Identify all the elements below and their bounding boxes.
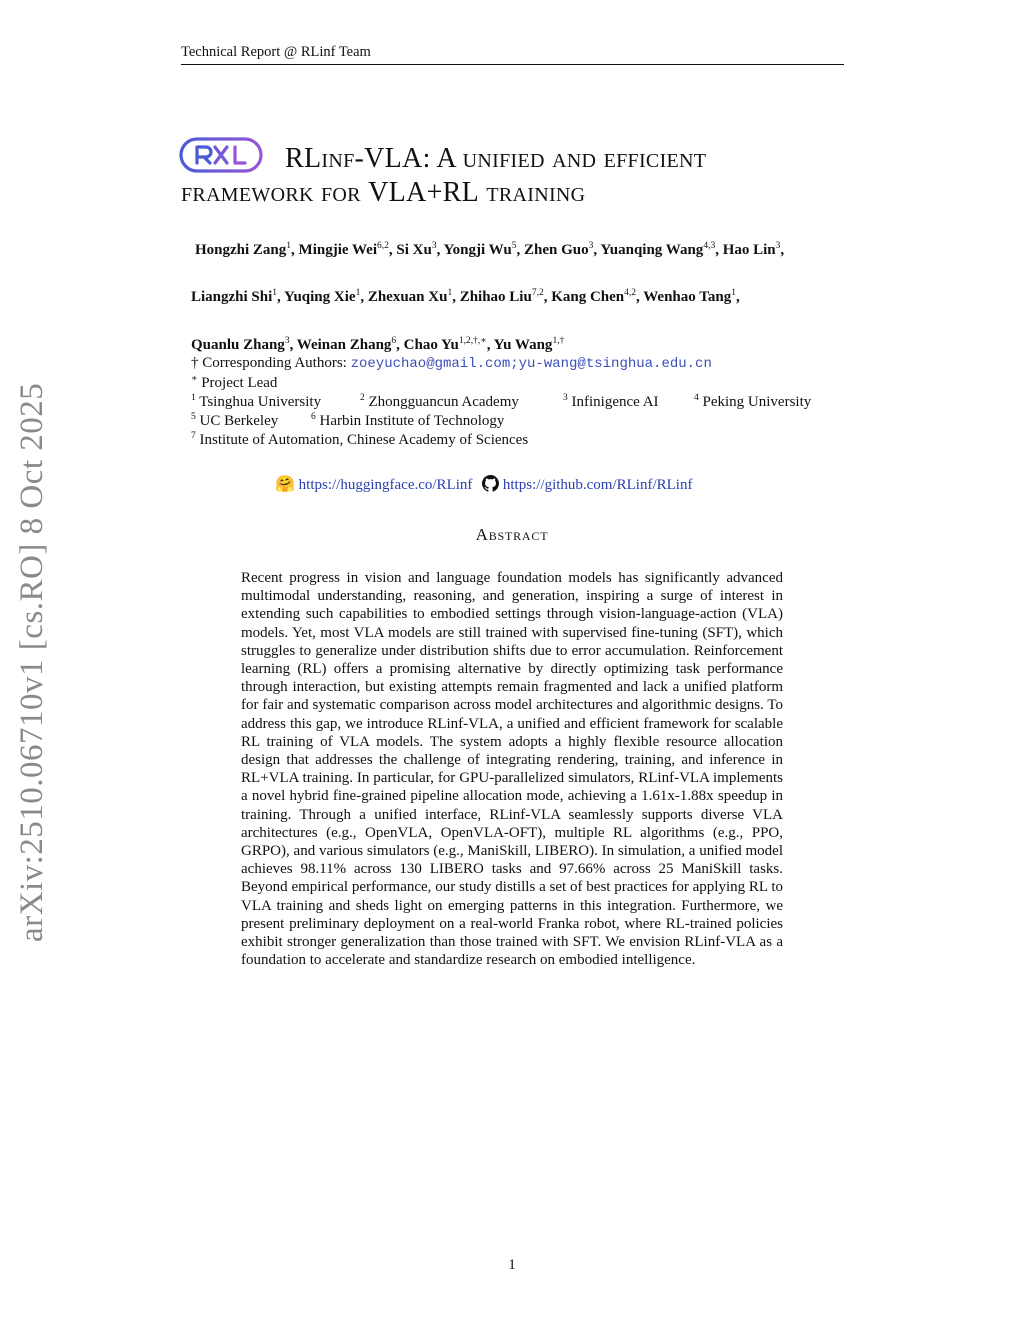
rlinf-logo — [179, 136, 263, 174]
affiliation-6: $^6$ Harbin Institute of Technology — [311, 412, 505, 429]
author-affiliation-mark: 3 — [588, 241, 594, 251]
author-affiliation-mark: 5 — [511, 241, 517, 251]
author-affiliation-mark: 3 — [775, 241, 781, 251]
author-name: Zhen Guo — [524, 242, 589, 258]
abstract-body: Recent progress in vision and language foundation models has significantly advanced multimodal understanding, reasoning, and generation, inspiring a surge of interest in extending such capabilities to embodied settings through vision-language-action (VLA) models. Yet, most VLA models are still trained with supervised fine-tuning (SFT), which struggles to generalize under distribution shifts due to error accumulation. Reinforcement learning (RL) offers a promising alternative by directly optimizing task performance through interaction, but existing attempts remain fragmented and lack a unified platform for fair and systematic comparison across model architectures and algorithmic designs. To address this gap, we introduce RLinf-VLA, a unified and efficient framework for scalable RL training of VLA models. The system adopts a highly flexible resource allocation design that addresses the challenge of integrating rendering, training, and inference in RL+VLA training. In particular, for GPU-parallelized simulators, RLinf-VLA implements a novel hybrid fine-grained pipeline allocation mode, achieving a 1.61x-1.88x speedup in training. Through a unified interface, RLinf-VLA seamlessly supports diverse VLA architectures (e.g., OpenVLA, OpenVLA-OFT), multiple RL algorithms (e.g., PPO, GRPO), and various simulators (e.g., ManiSkill, LIBERO). In simulation, a unified model achieves 98.11% across 130 LIBERO tasks and 97.66% across 25 ManiSkill tasks. Beyond empirical performance, our study distills a set of best practices for applying RL to VLA training and sheds light on emerging patterns in this integration. Furthermore, we present preliminary deployment on a real-world Franka robot, where RL-trained policies exhibit stronger generalization than those trained with SFT. We envision RLinf-VLA as a foundation to accelerate and standardize research on embodied intelligence. — [241, 570, 783, 969]
affiliation-5: $^5$ UC Berkeley — [191, 412, 279, 429]
author-affiliation-mark: 1 — [355, 288, 361, 298]
huggingface-link[interactable]: https://huggingface.co/RLinf — [298, 477, 473, 493]
author-row-3: Quanlu Zhang$^3$, Weinan Zhang$^6$, Chao $Yu^{1,2,\dagger,∗}$, Yu Wang$^{1,\dagger}$ — [191, 336, 565, 353]
author-name: Yu Wang — [493, 337, 553, 353]
author-row-2: Liangzhi Shi$^1$, Yuqing Xie$^1$, Zhexuan Xu$^1$, Zhihao Liu$^{7,2}$, Kang Chen$^{4,2}$, Wenhao Tang$^1$, — [191, 288, 740, 305]
project-links — [275, 474, 692, 494]
author-affiliation-mark: 1,† — [552, 336, 565, 346]
author-affiliation-mark: 4,2 — [624, 288, 636, 298]
author-name: Wenhao Tang — [643, 289, 732, 305]
author-name: Quanlu Zhang — [191, 337, 285, 353]
author-name: Liangzhi Shi — [191, 289, 273, 305]
title-fragment: framework for — [181, 177, 369, 208]
author-name: Yuqing Xie — [284, 289, 356, 305]
lead-mark: ∗ — [191, 374, 198, 384]
lead-label: Project Lead — [197, 375, 278, 391]
huggingface-icon: 🤗 — [275, 476, 295, 493]
affiliation-7: $^7$ Institute of Automation, Chinese Academy of Sciences — [191, 431, 529, 448]
title-fragment-emph: VLA+RL — [368, 177, 480, 208]
github-icon — [482, 475, 499, 492]
title-fragment: training — [479, 177, 586, 208]
author-name: Si Xu — [396, 242, 432, 258]
author-affiliation-mark: 6 — [391, 336, 397, 346]
email-link[interactable]: yu-wang@tsinghua.edu.cn — [518, 356, 712, 372]
author-affiliation-mark: 1 — [286, 241, 292, 251]
author-name: Yongji Wu — [443, 242, 512, 258]
affiliation-4: $^4$ Peking University — [694, 393, 812, 410]
paper-title-line-1: RLinf-VLA: A unified and efficient — [285, 143, 707, 174]
affiliation-2: $^2$ Zhongguancun Academy — [360, 393, 519, 410]
author-name: Zhihao Liu — [459, 289, 532, 305]
author-name: Yuanqing Wang — [600, 242, 704, 258]
corresponding-label: † Corresponding Authors: — [191, 355, 351, 371]
email-link[interactable]: zoeyuchao@gmail.com; — [350, 356, 519, 372]
paper-title-line-2 — [181, 177, 845, 209]
author-affiliation-mark: 1 — [272, 288, 278, 298]
abstract-heading: Abstract — [475, 525, 549, 544]
author-name: Chao Yu — [403, 337, 459, 353]
author-name: Kang Chen — [551, 289, 625, 305]
author-affiliation-mark: 4,3 — [703, 241, 716, 251]
affiliation-3: $^3$ Infinigence AI — [563, 393, 659, 410]
author-affiliation-mark: 3 — [431, 241, 437, 251]
page-number: 1 — [508, 1257, 516, 1273]
author-affiliation-mark: 1 — [731, 288, 736, 298]
author-affiliation-mark: 1,2,†,∗ — [458, 336, 487, 346]
affiliation-1: $^1$ Tsinghua University — [191, 393, 322, 410]
author-name: Hao Lin — [722, 242, 776, 258]
author-name: Weinan Zhang — [296, 337, 392, 353]
author-affiliation-mark: 7,2 — [531, 288, 544, 298]
project-lead-note — [191, 373, 277, 392]
author-affiliation-mark: 3 — [284, 336, 290, 346]
running-header: Technical Report @ RLinf Team — [181, 44, 844, 65]
author-affiliation-mark: 6,2 — [377, 241, 389, 251]
author-name: Zhexuan Xu — [367, 289, 448, 305]
author-affiliation-mark: 1 — [447, 288, 453, 298]
author-name: Mingjie Wei — [298, 242, 377, 258]
author-row-1: Hongzhi Zang$^1$, Mingjie Wei$^{6,2}$, Si Xu$^3$, Yongji Wu$^5$, Zhen Guo$^3$, Yuanqing Wang$^{4,3}$, Hao Lin$^3$, — [195, 241, 785, 258]
author-name: Hongzhi Zang — [195, 242, 287, 258]
arxiv-sidebar-stamp: arXiv:2510.06710v1 [cs.RO] 8 Oct 2025 — [14, 382, 50, 943]
corresponding-authors — [191, 355, 712, 372]
github-link[interactable]: https://github.com/RLinf/RLinf — [502, 477, 693, 493]
